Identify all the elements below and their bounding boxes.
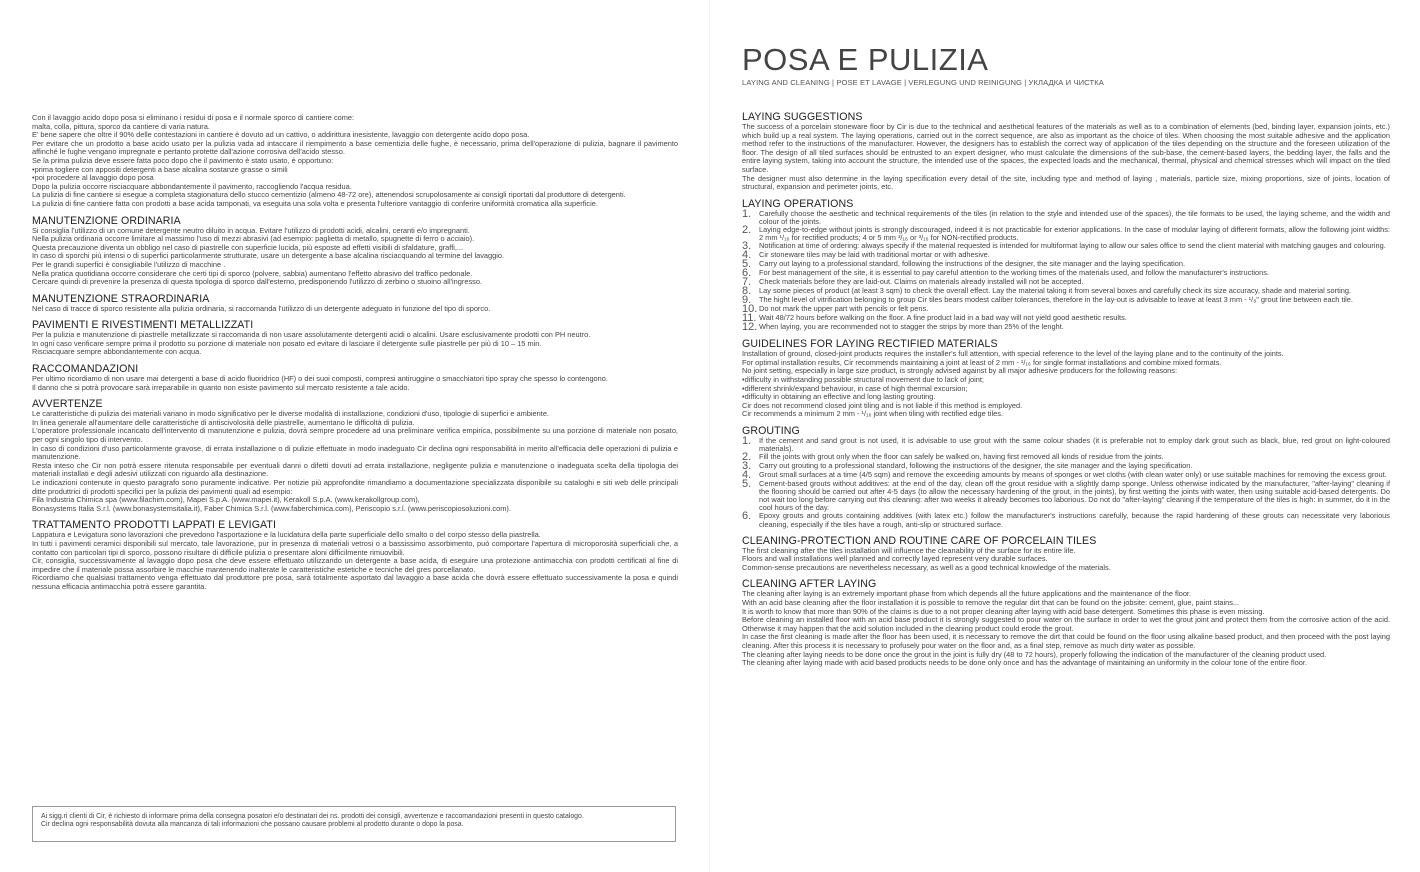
section-line: Cir recommends a minimum 2 mm - ¹/₁₆ joint when tiling with rectified edge tiles. <box>742 409 1003 419</box>
section-trattamento <box>32 520 678 591</box>
right-page <box>710 0 1420 872</box>
right-text-column <box>742 112 1390 668</box>
list-number: 4. <box>742 469 752 482</box>
list-number: 7. <box>742 276 752 289</box>
section-manutenzione-ordinaria <box>32 216 678 287</box>
section-grouting <box>742 426 1390 529</box>
section-line: The cleaning after laying is an extremely important phase from which depends all the future applications and the maintenance of the floor. <box>742 589 1192 599</box>
section-line: In tutti i pavimenti ceramici disponibili sul mercato, tale lavorazione, pur in presenza di materiali vetrosi o a bassissimo assorbimento, può comportare l'apertura di microporosità superficiali che, a contatto con particolari tipi di sporco, possono risultare di difficile pulizia o presentare aloni difficilmente rimuovibili. <box>32 538 678 557</box>
section-line: Il danno che si potrà provocare sarà irreparabile in quanto non esiste pavimento sul mercato resistente a tale acido. <box>32 382 410 392</box>
section-line: Ricordiamo che qualsiasi trattamento venga effettuato dal produttore pre posa, sarà totalmente asportato dal lavaggio a base acida che dovrà essere effettuato successivamente la posa e quindi nessuna efficacia antimacchia potrà essere garantita. <box>32 573 678 591</box>
section-line: Cir, consiglia, successivamente al lavaggio dopo posa che deve essere effettuato utilizzando un detergente a base acida, di eseguire una protezione antimacchia con prodotti certificati al fine di impedire che il materiale possa assorbire le macchie mantenendo inalterate le caratteristiche estetiche e tecniche del gres porcellanato. <box>32 556 678 574</box>
list-number: 2. <box>742 451 752 464</box>
intro-line: Per evitare che un prodotto a base acido usato per la pulizia vada ad intaccare il riempimento a base cementizia delle fughe, è necessario, prima dell'operazione di pulizia, bagnare il pavimento affinché le fughe vengano impregnate e pertanto protette dall'azione corrosiva dell'acido stesso. <box>32 138 678 157</box>
section-bullet: • difficulty in obtaining an effective and long lasting grouting. <box>742 393 1390 402</box>
section-line: Per ultimo ricordiamo di non usare mai detergenti a base di acido fluoridrico (HF) o dei suoi composti, compresi antiruggine o smacchiatori tipo spray che spesso lo contengono. <box>32 374 608 384</box>
section-line: Fila Industria Chimica spa (www.filachim.com), Mapei S.p.A. (www.mapei.it), Kerakoll S.p.A. (www.kerakollgroup.com), <box>32 495 420 505</box>
list-number: 12. <box>742 321 758 334</box>
section-line: Floors and wall installations well planned and correctly layed represent very durable surfaces. <box>742 554 1048 564</box>
list-text: For best management of the site, it is essential to pay careful attention to the working times of the materials used, and follow the manufacturer's instructions. <box>759 268 1269 278</box>
section-title: CLEANING-PROTECTION AND ROUTINE CARE OF PORCELAIN TILES <box>742 534 1097 547</box>
section-line: Cir does not recommend closed joint tiling and is not liable if this method is employed. <box>742 400 1023 410</box>
page-subtitle: LAYING AND CLEANING | POSE ET LAVAGE | VERLEGUNG UND REINIGUNG | УКЛАДКА И ЧИСТКА <box>742 78 1104 87</box>
intro-section <box>32 114 678 209</box>
list-text: Carry out laying to a professional standard, following the instructions of the designer, the site manager and the laying specification. <box>759 259 1186 269</box>
list-text: Do not mark the upper part with pencils or felt pens. <box>759 304 929 314</box>
list-item <box>742 512 1390 528</box>
list-number: 2. <box>742 223 752 236</box>
section-line: Nella pratica quotidiana occorre considerare che certi tipi di sporco (polvere, sabbia) aumentano l'effetto abrasivo del traffico pedonale. <box>32 268 473 278</box>
section-line: Le indicazioni contenute in questo paragrafo sono puramente indicative. Per notizie più approfondite rimandiamo a documentazione specializzata disponibile su cataloghi e siti web delle principali ditte produttrici di prodotti specifici per la pulizia dei pavimenti quali ad esempio: <box>32 478 678 496</box>
numbered-list <box>742 434 1390 529</box>
section-line: With an acid base cleaning after the floor installation it is possible to remove the regular dirt that can be found on the jobsite: cement, glue, paint stains... <box>742 598 1240 607</box>
numbered-list <box>742 207 1390 334</box>
list-text: The hight level of vitrification belonging to group Cir tiles bears modest caliber tolerances, therefore in the lay-out is advisable to leave at least 3 mm - ¹/₈" grout line between each tile. <box>759 295 1353 305</box>
list-text: If the cement and sand grout is not used, it is advisable to use grout with the same colour shades (it is preferable not to employ dark grout such as black, blue, red grout on light-coloured materials). <box>759 435 1390 453</box>
section-line: Risciacquare sempre abbondantemente con acqua. <box>32 347 202 357</box>
list-number: 8. <box>742 285 752 298</box>
list-text: Fill the joints with grout only when the floor can safely be walked on, having first removed all kinds of residue from the joints. <box>759 452 1164 462</box>
section-line: Cercare quindi di prevenire la presenza di questa tipologia di sporco dall'esterno, predisponendo l'utilizzo di zerbino o stuoino all'ingresso. <box>32 277 482 287</box>
list-number: 1. <box>742 207 752 220</box>
intro-line: Dopo la pulizia occorre risciacquare abbondantemente il pavimento, raccogliendo l'acqua residua. <box>32 181 352 191</box>
section-laying-operations <box>742 199 1390 332</box>
intro-line: E' bene sapere che oltre il 90% delle contestazioni in cantiere è dovuto ad un cattivo, o addirittura inesistente, lavaggio con detergente acido dopo posa. <box>32 130 530 140</box>
list-number: 10. <box>742 303 758 316</box>
section-line: Le caratteristiche di pulizia dei materiali variano in modo significativo per le diverse modalità di installazione, condizioni d'uso, tipologie di superfici e ambiente. <box>32 409 549 419</box>
section-title: GROUTING <box>742 424 800 437</box>
list-number: 3. <box>742 460 752 473</box>
section-rectified-materials <box>742 339 1390 419</box>
section-title: AVVERTENZE <box>32 398 103 411</box>
list-number: 11. <box>742 312 757 325</box>
section-title: GUIDELINES FOR LAYING RECTIFIED MATERIALS <box>742 338 998 351</box>
section-bullet: • difficulty in withstanding possible structural movement due to lack of joint; <box>742 376 1390 385</box>
intro-bullet: • prima togliere con appositi detergenti a base alcalina sostanze grasse o simili <box>32 166 678 175</box>
section-avvertenze <box>32 399 678 513</box>
section-title: PAVIMENTI E RIVESTIMENTI METALLIZZATI <box>32 319 254 332</box>
section-line: No joint setting, especially in large size product, is strongly advised against by all major adhesive producers for the following reasons: <box>742 366 1178 376</box>
list-text: Lay some pieces of product (at least 3 sqm) to check the overall effect. Lay the material taking it from several boxes and carefully check its size accuracy, shade and material sorting. <box>759 286 1352 296</box>
section-line: Per le grandi superfici è consigliabile l'utilizzo di macchine . <box>32 259 226 269</box>
list-item <box>742 207 1390 226</box>
section-title: LAYING SUGGESTIONS <box>742 111 863 123</box>
page-title: POSA E PULIZIA <box>742 42 989 77</box>
section-title: RACCOMANDAZIONI <box>32 363 139 376</box>
list-text: Laying edge-to-edge without joints is strongly discouraged, indeed it is not practicable for exterior applications. In the case of modular laying of different formats, allow the following joint widths: 2 mm ¹/₁₆ for rectified products; 4 or 5 mm ³/₁₆ or ³/₁₆ for NON-rectified products. <box>759 224 1390 243</box>
section-line: In caso di sporchi più intensi o di superfici particolarmente strutturate, usare un detergente a base alcalina risciacquando al termine del lavaggio. <box>32 251 505 261</box>
section-line: Before cleaning an installed floor with an acid base product it is strongly suggested to pour water on the surface in order to wet the grout joint and protect them from the corrosive action of the acid. Otherwise it may happen that the acid solution included in the cleaning product could erode the grout. <box>742 615 1390 633</box>
section-title: LAYING OPERATIONS <box>742 197 854 210</box>
section-line: Questa precauzione diventa un obbligo nel caso di piastrelle con superficie lucida, più esposte ad effetti visibili di sfaldature, graffi,... <box>32 242 464 252</box>
section-line: Nella pulizia ordinaria occorre limitare al massimo l'uso di mezzi abrasivi (ad esempio: paglietta di metallo, spugnette di ferro o acciaio). <box>32 234 475 244</box>
section-manutenzione-straordinaria <box>32 294 678 314</box>
intro-line: La pulizia di fine cantiere fatta con prodotti a base acida tamponati, va eseguita una sola volta e presenta l'ulteriore vantaggio di conferire uniformità cromatica alla superficie. <box>32 198 598 208</box>
section-title: CLEANING AFTER LAYING <box>742 578 877 591</box>
list-number: 9. <box>742 294 752 307</box>
list-item <box>742 434 1390 453</box>
list-number: 4. <box>742 249 752 262</box>
list-number: 6. <box>742 267 752 280</box>
section-raccomandazioni <box>32 364 678 392</box>
section-laying-suggestions <box>742 112 1390 192</box>
section-line: The first cleaning after the tiles installation will influence the cleanability of the surface for its entire life. <box>742 545 1076 555</box>
section-bullet: • different shrink/expand behaviour, in case of high thermal excursion; <box>742 385 1390 394</box>
list-text: Wait 48/72 hours before walking on the floor. A fine product laid in a bad way will not yield good aesthetic results. <box>759 313 1127 323</box>
list-text: Cir stoneware tiles may be laid with traditional mortar or with adhesive. <box>759 250 990 260</box>
section-line: In caso di condizioni d'uso particolarmente gravose, di errata installazione o di pulizie effettuate in modo inadeguato Cir declina ogni responsabilità in merito all'efficacia delle operazioni di pulizia e manutenzione. <box>32 443 678 462</box>
section-title: TRATTAMENTO PRODOTTI LAPPATI E LEVIGATI <box>32 519 277 532</box>
section-line: Lappatura e Levigatura sono lavorazioni che prevedono l'asportazione e la lucidatura della parte superficiale dello smalto o del corpo stesso della piastrella. <box>32 530 541 540</box>
list-text: When laying, you are recommended not to stagger the strips by more than 25% of the lenght. <box>759 322 1064 332</box>
section-routine-care <box>742 536 1390 573</box>
section-line: Nel caso di tracce di sporco resistente alla pulizia ordinaria, si raccomanda l'utilizzo di un detergente adeguato in funzione del tipo di sporco. <box>32 303 491 313</box>
section-line: Bonasystems Italia S.r.l. (www.bonasystemsitalia.it), Faber Chimica S.r.l. (www.faberchimica.com), Periscopio s.r.l. (www.periscopiosoluzioni.com). <box>32 503 511 513</box>
list-item <box>742 480 1390 512</box>
section-metallizzati <box>32 320 678 357</box>
section-line: Resta inteso che Cir non potrà essere ritenuta responsabile per eventuali danni o difetti dovuti ad errata installazione, negligente pulizia e manutenzione o inadeguata scelta della tipologia dei materiali installati e degli adesivi utilizzati con riguardo alla destinazione. <box>32 460 678 479</box>
intro-line: malta, colla, pittura, sporco da cantiere di varia natura. <box>32 121 210 131</box>
section-line: In case the first cleaning is made after the floor has been used, it is necessary to remove the dirt that could be found on the floor using alkaline based product, and then proceed with the post laying cleaning. After this process it is necessary to profusely pour water on the floor and, as a final step, remove as much dirty water as possible. <box>742 632 1390 650</box>
section-line: The success of a porcelain stoneware floor by Cir is due to the technical and aesthetical features of the materials as well as to a combination of elements (bed, binding layer, expansion joints, etc.) which build up a real system. The laying operations, carried out in the correct sequence, are also as important as the choice of tiles. When choosing the most suitable adhesive and the application method refer to the instructions of the manufacturer. However, the designers has to establish the correct way of application of the tiles depending on the structure and the foreseen utilization of the floor. The design of all tiled surfaces should be entrusted to an expert designer, who must calculate the dimensions of the sub-base, the cement-based layers, the bedding layer, the falls and the entire laying system, taking into account the structure, the intended use of the spaces, the expected loads and the mechanical, thermal, physical and chemical stresses which will impact on the tiled surface. <box>742 122 1390 174</box>
section-title: MANUTENZIONE STRAORDINARIA <box>32 292 210 305</box>
list-item <box>742 323 1390 332</box>
footer-disclaimer-box <box>32 806 676 842</box>
section-cleaning-after-laying <box>742 579 1390 667</box>
section-line: In ogni caso verificare sempre prima il prodotto su porzione di materiale non posato ed evitare di lasciare il detergente sulle piastrelle per più di 10 – 15 min. <box>32 338 542 348</box>
list-item <box>742 223 1390 243</box>
intro-bullet: • poi procedere al lavaggio dopo posa <box>32 174 678 183</box>
list-text: Check materials before they are laid-out. Claims on materials already installed will not be accepted. <box>759 277 1084 287</box>
footer-line: Cir declina ogni responsabilità dovuta alla mancanza di tali informazioni che possano causare problemi al prodotto durante o dopo la posa. <box>41 821 464 829</box>
list-text: Epoxy grouts and grouts containing additives (with latex etc.) follow the manufacturer's instructions carefully, because the rapid hardening of these grouts can necessitate very laborious cleaning, especially if the tiles have a rough, anti-slip or structured surface. <box>759 511 1390 529</box>
section-line: In linea generale all'aumentare delle caratteristiche di antiscivolosità delle piastrelle, aumentano le difficoltà di pulizia. <box>32 417 415 427</box>
section-line: Si consiglia l'utilizzo di un comune detergente neutro diluito in acqua. Evitare l'utilizzo di prodotti acidi, alcalini, ceranti e/o impregnanti. <box>32 225 470 235</box>
footer-line: Ai sigg.ri clienti di Cir, è richiesto di informare prima della consegna posatori e/o destinatari dei ns. prodotti dei consigli, avvertenze e raccomandazioni presenti in questo catalogo. <box>41 813 584 820</box>
intro-line: Se la prima pulizia deve essere fatta poco dopo che il pavimento è stato usato, è opportuno: <box>32 155 334 165</box>
section-line: The cleaning after laying made with acid based products needs to be done only once and has the advantage of maintaining an uniformity in the colour tone of the entire floor. <box>742 658 1307 668</box>
section-line: The cleaning after laying needs to be done once the grout in the joint is fully dry (48 to 72 hours), properly following the indication of the manufacturer of the cleaning product used. <box>742 649 1327 659</box>
list-number: 6. <box>742 510 752 523</box>
section-line: L'operatore professionale incaricato dell'intervento di manutenzione e pulizia, dovrà sempre procedere ad una preliminare verifica empirica, possibilmente su una porzione di materiale non posato, per ogni singolo tipo di intervento. <box>32 426 678 445</box>
section-line: Per la pulizia e manutenzione di piastrelle metallizzate si raccomanda di non usare assolutamente detergenti acidi o alcalini. Usare esclusivamente prodotti con PH neutro. <box>32 330 591 340</box>
section-line: For optimal installation results, Cir recommends maintaining a joint at least of 2 mm - ¹/₁₆ for single format installations and combine mixed formats. <box>742 357 1222 367</box>
intro-line: Con il lavaggio acido dopo posa si eliminano i residui di posa e il normale sporco di cantiere come: <box>32 113 355 122</box>
list-text: Grout small surfaces at a time (4/5 sqm) and remove the exceeding amounts by means of sponges or wet cloths (with clean water only) or use suitable machines for removing the excess grout. <box>759 470 1387 480</box>
left-text-column <box>32 114 678 592</box>
section-line: It is worth to know that more than 90% of the claims is due to a not proper cleaning after laying with acid base detergent. Sometimes this phase is even missing. <box>742 606 1265 616</box>
list-text: Cement-based grouts without additives: at the end of the day, clean off the grout residue with a slightly damp sponge. Unless otherwise indicated by the manufacturer, "after-laying" cleaning if the flooring should be carried out after 4-5 days (to allow the necessary hardening of the grout, in the joints), by first wetting the joints with water, then using suitable acid-based detergents. Do not wait too long before carrying out this cleaning: after two weeks it already becomes too laborious. Do not do "after-laying" cleaning if the temperature of the tiles is high: in summer, do it in the cool hours of the day. <box>759 479 1390 513</box>
section-title: MANUTENZIONE ORDINARIA <box>32 214 181 227</box>
list-text: Notification at time of ordering: always specify if the material requested is intended for multiformat laying to allow our sales office to send the client material with matching gauges and colouring. <box>759 241 1386 251</box>
list-text: Carry out grouting to a professional standard, following the instructions of the designer, the site manager and the laying specification. <box>759 461 1193 471</box>
intro-line: La pulizia di fine cantiere si esegue a completa stagionatura dello stucco cementizio (almeno 48-72 ore), attenendosi scrupolosamente ai consigli riportati dal produttore di detergenti. <box>32 190 626 200</box>
list-number: 1. <box>742 434 752 447</box>
section-line: The designer must also determine in the laying specification every detail of the site, including type and method of laying , materials, particle size, mixing proportions, size of joints, location of structural, expansion and perimeter joints, etc. <box>742 173 1390 192</box>
list-number: 5. <box>742 258 752 271</box>
section-line: Installation of ground, closed-joint products requires the installer's full attention, with special reference to the level of the laying plane and to the continuity of the joints. <box>742 349 1284 359</box>
list-number: 3. <box>742 240 752 253</box>
list-number: 5. <box>742 478 752 491</box>
list-text: Carefully choose the aesthetic and technical requirements of the tiles (in relation to the style and intended use of the spaces), the tile formats to be used, the laying scheme, and the width and colour of the joints. <box>759 208 1390 226</box>
section-line: Common-sense precautions are nevertheless necessary, as well as a good technical knowledge of the materials. <box>742 562 1111 572</box>
